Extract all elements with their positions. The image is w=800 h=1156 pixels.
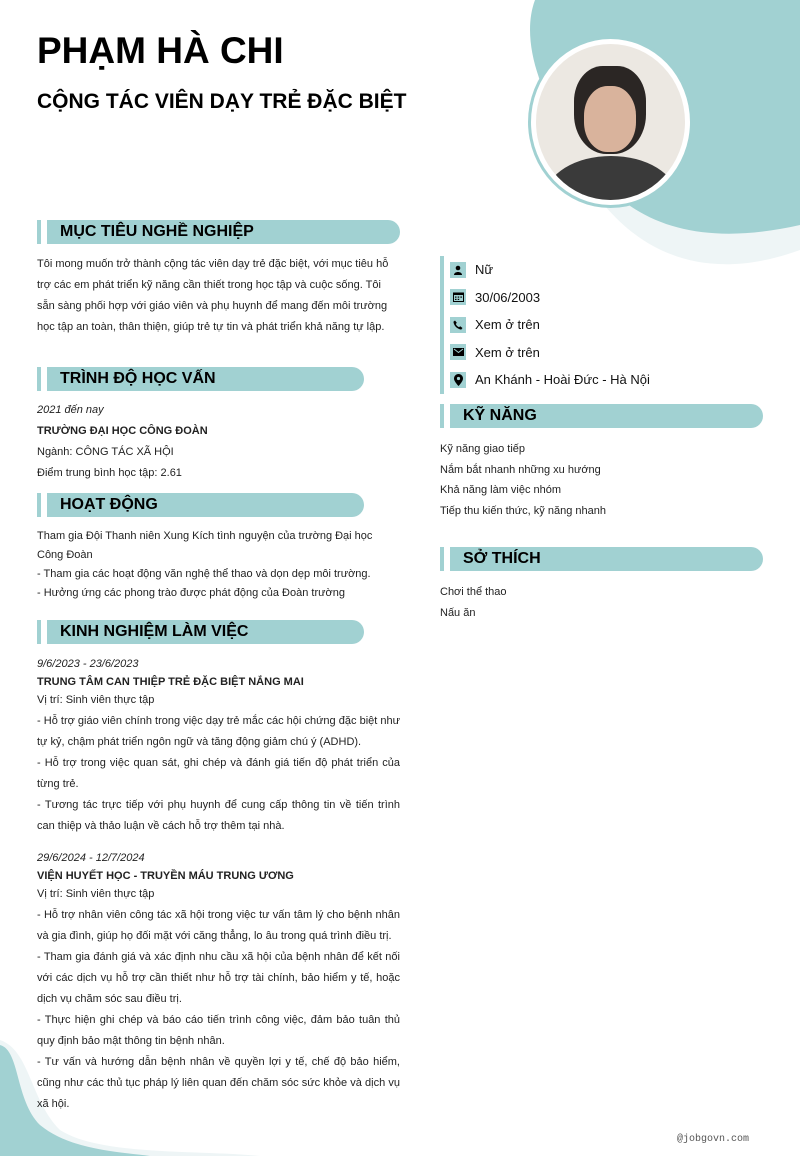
skills-list <box>440 439 763 522</box>
calendar-icon <box>450 289 466 305</box>
info-value: 30/06/2003 <box>475 289 541 305</box>
job-organization: VIỆN HUYẾT HỌC - TRUYỀN MÁU TRUNG ƯƠNG <box>37 870 294 882</box>
watermark: @jobgovn.com <box>677 1134 750 1145</box>
experience-entry <box>37 654 400 837</box>
job-role: Vị trí: Sinh viên thực tập <box>37 888 155 900</box>
activity-item: Tham gia Đội Thanh niên Xung Kích tình nguyện của trường Đại học Công Đoàn <box>37 530 373 561</box>
education-entry <box>37 400 400 484</box>
job-task: - Tương tác trực tiếp với phụ huynh để cung cấp thông tin về tiến trình can thiệp và thảo luận về cách hỗ trợ thêm tại nhà. <box>37 799 400 832</box>
info-email <box>450 339 650 367</box>
location-icon <box>450 372 466 388</box>
job-role: Vị trí: Sinh viên thực tập <box>37 694 155 706</box>
job-period: 29/6/2024 - 12/7/2024 <box>37 852 145 864</box>
activity-item: - Hưởng ứng các phong trào được phát động của Đoàn trường <box>37 587 345 599</box>
hobby-item: Nấu ăn <box>440 606 476 619</box>
skill-item: Khả năng làm việc nhóm <box>440 484 562 497</box>
info-gender <box>450 256 650 284</box>
skill-item: Nắm bắt nhanh những xu hướng <box>440 463 601 476</box>
person-icon <box>450 262 466 278</box>
skill-item: Kỹ năng giao tiếp <box>440 443 526 455</box>
objective-text: Tôi mong muốn trở thành cộng tác viên dạy trẻ đặc biệt, với mục tiêu hỗ trợ các em phát triển kỹ năng cần thiết trong học tập và cuộc sống. Tôi sẵn sàng phối hợp với giáo viên và phụ huynh để mang đến môi trường học tập an toàn, thân thiện, giúp trẻ tự tin và phát triển khả năng tự lập. <box>37 258 389 333</box>
info-birthdate <box>450 284 650 312</box>
activity-item: - Tham gia các hoạt động văn nghệ thể thao và dọn dẹp môi trường. <box>37 568 371 580</box>
section-heading-objective: MỤC TIÊU NGHỀ NGHIỆP <box>37 220 400 244</box>
education-gpa: Điểm trung bình học tập: 2.61 <box>37 467 182 479</box>
job-task: - Hỗ trợ giáo viên chính trong việc dạy trẻ mắc các hội chứng đặc biệt như tự kỷ, chậm phát triển ngôn ngữ và tăng động giảm chú ý (ADHD). <box>37 715 400 748</box>
activities-list <box>37 527 400 603</box>
section-heading-hobbies: SỞ THÍCH <box>440 547 763 571</box>
hobby-item: Chơi thể thao <box>440 586 507 598</box>
job-period: 9/6/2023 - 23/6/2023 <box>37 658 139 670</box>
education-period: 2021 đến nay <box>37 404 104 416</box>
mail-icon <box>450 344 466 360</box>
job-organization: TRUNG TÂM CAN THIỆP TRẺ ĐẶC BIỆT NẮNG MAI <box>37 676 304 688</box>
job-task: - Tham gia đánh giá và xác định nhu cầu xã hội của bệnh nhân để kết nối với các dịch vụ hỗ trợ cần thiết như hỗ trợ tài chính, bảo hiểm y tế, hoặc dịch vụ chăm sóc sau điều trị. <box>37 951 400 1005</box>
personal-info <box>440 256 650 394</box>
education-major: Ngành: CÔNG TÁC XÃ HỘI <box>37 446 174 458</box>
job-task: - Thực hiện ghi chép và báo cáo tiến trình công việc, đảm bảo tuân thủ quy định bảo mật thông tin bệnh nhân. <box>37 1014 400 1047</box>
job-title: CỘNG TÁC VIÊN DẠY TRẺ ĐẶC BIỆT <box>37 90 407 113</box>
info-value: Xem ở trên <box>475 344 540 360</box>
profile-photo <box>528 36 693 208</box>
job-task: - Hỗ trợ nhân viên công tác xã hội trong việc tư vấn tâm lý cho bệnh nhân và gia đình, giúp họ đối mặt với căng thẳng, lo âu trong quá trình điều trị. <box>37 909 400 942</box>
info-value: Nữ <box>475 262 494 278</box>
section-heading-skills: KỸ NĂNG <box>440 404 763 428</box>
section-heading-activities: HOẠT ĐỘNG <box>37 493 364 517</box>
hobbies-list <box>440 582 763 623</box>
job-task: - Tư vấn và hướng dẫn bệnh nhân về quyền lợi y tế, chế độ bảo hiểm, cũng như các thủ tục pháp lý liên quan đến chăm sóc sức khỏe và dịch vụ xã hội. <box>37 1056 400 1110</box>
info-value: An Khánh - Hoài Đức - Hà Nội <box>475 372 650 388</box>
info-address <box>450 366 650 394</box>
candidate-name: PHẠM HÀ CHI <box>37 30 284 71</box>
info-value: Xem ở trên <box>475 317 540 333</box>
info-phone <box>450 311 650 339</box>
experience-entry <box>37 848 400 1115</box>
section-heading-education: TRÌNH ĐỘ HỌC VẤN <box>37 367 364 391</box>
section-heading-experience: KINH NGHIỆM LÀM VIỆC <box>37 620 364 644</box>
phone-icon <box>450 317 466 333</box>
education-school: TRƯỜNG ĐẠI HỌC CÔNG ĐOÀN <box>37 425 208 437</box>
skill-item: Tiếp thu kiến thức, kỹ năng nhanh <box>440 505 606 518</box>
job-task: - Hỗ trợ trong việc quan sát, ghi chép và đánh giá tiến độ phát triển của từng trẻ. <box>37 757 400 790</box>
